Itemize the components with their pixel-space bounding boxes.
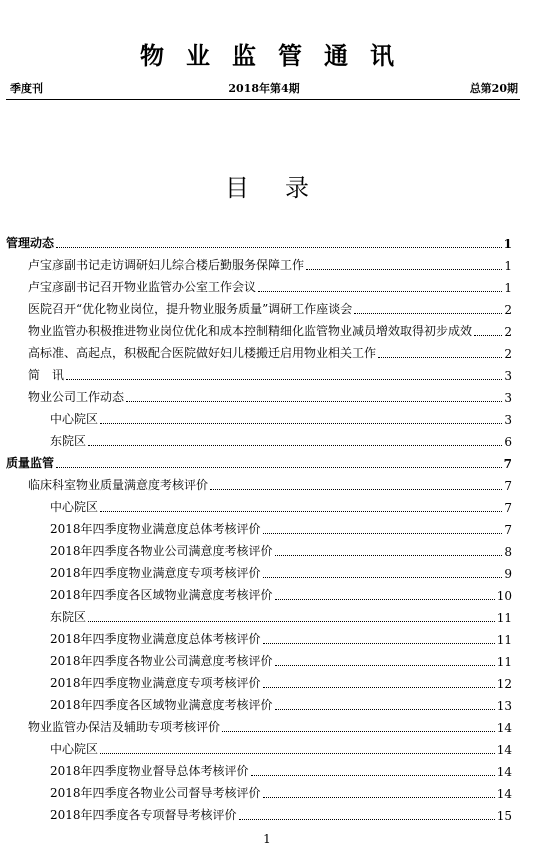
toc-entry[interactable] — [6, 229, 512, 251]
toc-entry[interactable] — [6, 757, 512, 779]
dot-leader — [258, 291, 502, 292]
toc-entry-page: 6 — [504, 435, 512, 449]
toc-entry-page: 11 — [496, 611, 512, 625]
dot-leader — [100, 423, 502, 424]
dot-leader — [263, 643, 495, 644]
toc-entry-page: 1 — [504, 281, 512, 295]
dot-leader — [263, 797, 495, 798]
toc-entry-label: 2018年四季度各区域物业满意度考核评价 — [50, 588, 273, 602]
toc-entry[interactable] — [6, 713, 512, 735]
toc-entry-label: 物业监管办积极推进物业岗位优化和成本控制精细化监管物业减员增效取得初步成效 — [28, 324, 473, 338]
toc-entry-label: 卢宝彦副书记召开物业监管办公室工作会议 — [28, 280, 257, 294]
publication-frequency: 季度刊 — [10, 82, 43, 95]
toc-entry-label: 2018年四季度物业满意度总体考核评价 — [50, 522, 261, 536]
toc-entry-page: 13 — [496, 699, 512, 713]
toc-entry-page: 8 — [504, 545, 512, 559]
toc-entry-page: 2 — [504, 347, 512, 361]
dot-leader — [275, 555, 502, 556]
dot-leader — [306, 269, 502, 270]
toc-entry[interactable] — [6, 273, 512, 295]
dot-leader — [56, 247, 502, 248]
toc-entry[interactable] — [6, 801, 512, 823]
toc-entry-page: 3 — [504, 391, 512, 405]
dot-leader — [474, 335, 502, 336]
toc-entry-page: 7 — [504, 501, 512, 515]
toc-entry-page: 14 — [496, 721, 512, 735]
toc-entry-label: 2018年四季度各物业公司满意度考核评价 — [50, 654, 273, 668]
toc-entry-label: 2018年四季度物业满意度专项考核评价 — [50, 676, 261, 690]
dot-leader — [275, 709, 495, 710]
toc-entry-label: 临床科室物业质量满意度考核评价 — [28, 478, 209, 492]
dot-leader — [88, 445, 502, 446]
toc-entry-page: 2 — [504, 325, 512, 339]
toc-entry[interactable] — [6, 559, 512, 581]
dot-leader — [275, 665, 495, 666]
toc-entry-page: 11 — [496, 655, 512, 669]
toc-entry-page: 7 — [504, 479, 512, 493]
dot-leader — [251, 775, 495, 776]
toc-entry-label: 东院区 — [50, 610, 87, 624]
toc-entry[interactable] — [6, 515, 512, 537]
toc-entry[interactable] — [6, 471, 512, 493]
toc-entry[interactable] — [6, 779, 512, 801]
dot-leader — [263, 687, 495, 688]
toc-entry-page: 14 — [496, 787, 512, 801]
toc-entry-label: 物业监管办保洁及辅助专项考核评价 — [28, 720, 221, 734]
toc-entry[interactable] — [6, 735, 512, 757]
toc-entry-page: 7 — [504, 523, 512, 537]
toc-entry-label: 医院召开“优化物业岗位，提升物业服务质量”调研工作座谈会 — [28, 302, 353, 316]
header-divider — [6, 99, 520, 100]
toc-entry[interactable] — [6, 581, 512, 603]
toc-entry-label: 2018年四季度物业满意度总体考核评价 — [50, 632, 261, 646]
toc-entry-label: 2018年四季度物业满意度专项考核评价 — [50, 566, 261, 580]
dot-leader — [275, 599, 495, 600]
toc-entry-label: 卢宝彦副书记走访调研妇儿综合楼后勤服务保障工作 — [28, 258, 305, 272]
toc-entry[interactable] — [6, 669, 512, 691]
dot-leader — [66, 379, 502, 380]
newsletter-title: 物业监管通讯 — [140, 41, 416, 70]
dot-leader — [378, 357, 502, 358]
toc-entry-page: 10 — [496, 589, 512, 603]
toc-entry[interactable] — [6, 295, 512, 317]
toc-entry[interactable] — [6, 405, 512, 427]
toc-entry-label: 中心院区 — [50, 412, 99, 426]
toc-entry-label: 简 讯 — [28, 368, 65, 382]
dot-leader — [88, 621, 495, 622]
total-issue-number: 总第20期 — [469, 82, 518, 95]
toc-entry[interactable] — [6, 317, 512, 339]
dot-leader — [100, 511, 502, 512]
toc-entry[interactable] — [6, 339, 512, 361]
toc-entry-label: 中心院区 — [50, 500, 99, 514]
toc-entry-label: 质量监管 — [6, 456, 55, 470]
issue-meta-row — [10, 80, 518, 96]
toc-entry-label: 高标准、高起点，积极配合医院做好妇儿楼搬迁启用物业相关工作 — [28, 346, 377, 360]
toc-title: 目录 — [225, 174, 345, 202]
toc-entry[interactable] — [6, 383, 512, 405]
toc-entry-page: 14 — [496, 765, 512, 779]
toc-entry[interactable] — [6, 449, 512, 471]
toc-entry-page: 12 — [496, 677, 512, 691]
toc-entry-label: 东院区 — [50, 434, 87, 448]
page-number: 1 — [263, 832, 271, 846]
toc-entry-label: 物业公司工作动态 — [28, 390, 125, 404]
toc-entry[interactable] — [6, 251, 512, 273]
toc-entry-page: 15 — [496, 809, 512, 823]
toc-entry-page: 7 — [503, 457, 512, 471]
toc-entry[interactable] — [6, 647, 512, 669]
toc-entry[interactable] — [6, 493, 512, 515]
toc-entry[interactable] — [6, 691, 512, 713]
toc-entry[interactable] — [6, 427, 512, 449]
table-of-contents — [6, 229, 512, 823]
toc-entry[interactable] — [6, 603, 512, 625]
dot-leader — [126, 401, 502, 402]
dot-leader — [222, 731, 495, 732]
toc-entry-page: 1 — [504, 259, 512, 273]
toc-entry-label: 2018年四季度各物业公司满意度考核评价 — [50, 544, 273, 558]
dot-leader — [263, 577, 502, 578]
toc-entry-label: 2018年四季度各专项督导考核评价 — [50, 808, 237, 822]
toc-entry-label: 2018年四季度各区域物业满意度考核评价 — [50, 698, 273, 712]
toc-entry-page: 3 — [504, 413, 512, 427]
toc-entry-label: 2018年四季度各物业公司督导考核评价 — [50, 786, 261, 800]
dot-leader — [354, 313, 502, 314]
toc-entry-label: 管理动态 — [6, 236, 55, 250]
dot-leader — [239, 819, 495, 820]
toc-entry-page: 2 — [504, 303, 512, 317]
toc-entry-label: 2018年四季度物业督导总体考核评价 — [50, 764, 249, 778]
dot-leader — [56, 467, 502, 468]
toc-entry[interactable] — [6, 625, 512, 647]
dot-leader — [210, 489, 502, 490]
toc-entry-page: 3 — [504, 369, 512, 383]
toc-entry-page: 14 — [496, 743, 512, 757]
dot-leader — [263, 533, 502, 534]
issue-number: 2018年第4期 — [228, 82, 300, 95]
toc-entry-page: 9 — [504, 567, 512, 581]
toc-entry-page: 1 — [503, 237, 512, 251]
toc-entry-page: 11 — [496, 633, 512, 647]
toc-entry[interactable] — [6, 537, 512, 559]
toc-entry-label: 中心院区 — [50, 742, 99, 756]
dot-leader — [100, 753, 495, 754]
toc-entry[interactable] — [6, 361, 512, 383]
